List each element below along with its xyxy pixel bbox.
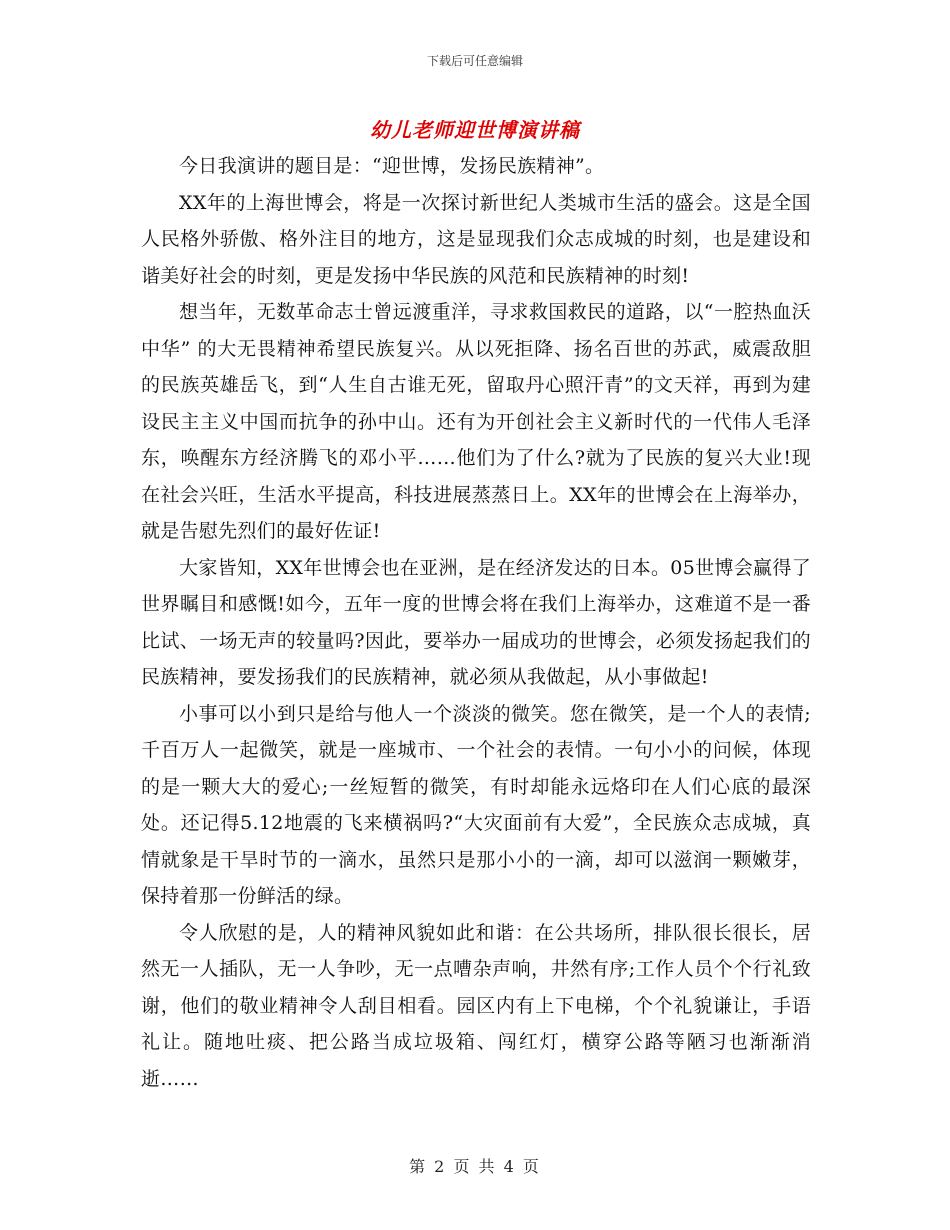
document-body	[141, 148, 811, 1097]
paragraph: 今日我演讲的题目是：“迎世博，发扬民族精神”。	[179, 155, 605, 177]
document-title: 幼儿老师迎世博演讲稿	[370, 118, 580, 142]
page-footer: 第 2 页 共 4 页	[409, 1157, 541, 1176]
paragraph: 小事可以小到只是给与他人一个淡淡的微笑。您在微笑，是一个人的表情;千百万人一起微笑，就是一座城市、一个社会的表情。一句小小的问候，体现的是一颗大大的爱心;一丝短暂的微笑，有时却能永远烙印在人们心底的最深处。还记得5.12地震的飞来横祸吗?“大灾面前有大爱”，全民族众志成城，真情就象是干旱时节的一滴水，虽然只是那小小的一滴，却可以滋润一颗嫩芽，保持着那一份鲜活的绿。	[141, 702, 811, 907]
paragraph: 想当年，无数革命志士曾远渡重洋，寻求救国救民的道路，以“一腔热血沃中华” 的大无畏精神希望民族复兴。从以死拒降、扬名百世的苏武，威震敌胆的民族英雄岳飞，到“人生自古谁无死，留取丹心照汗青”的文天祥，再到为建设民主主义中国而抗争的孙中山。还有为开创社会主义新时代的一代伟人毛泽东，唤醒东方经济腾飞的邓小平……他们为了什么?就为了民族的复兴大业!现在社会兴旺，生活水平提高，科技进展蒸蒸日上。XX年的世博会在上海举办，就是告慰先烈们的最好佐证!	[141, 301, 811, 542]
paragraph: 大家皆知，XX年世博会也在亚洲，是在经济发达的日本。05世博会赢得了世界瞩目和感慨!如今，五年一度的世博会将在我们上海举办，这难道不是一番比试、一场无声的较量吗?因此，要举办一届成功的世博会，必须发扬起我们的民族精神，要发扬我们的民族精神，就必须从我做起，从小事做起!	[141, 556, 811, 688]
paragraph: 令人欣慰的是，人的精神风貌如此和谐：在公共场所，排队很长很长，居然无一人插队，无一人争吵，无一点嘈杂声响，井然有序;工作人员个个行礼致谢，他们的敬业精神令人刮目相看。园区内有上下电梯，个个礼貌谦让，手语礼让。随地吐痰、把公路当成垃圾箱、闯红灯，横穿公路等陋习也渐渐消逝……	[141, 921, 811, 1090]
page-header: 下载后可任意编辑	[426, 54, 523, 68]
paragraph: XX年的上海世博会，将是一次探讨新世纪人类城市生活的盛会。这是全国人民格外骄傲、格外注目的地方，这是显现我们众志成城的时刻，也是建设和谐美好社会的时刻，更是发扬中华民族的风范和民族精神的时刻!	[141, 191, 811, 287]
